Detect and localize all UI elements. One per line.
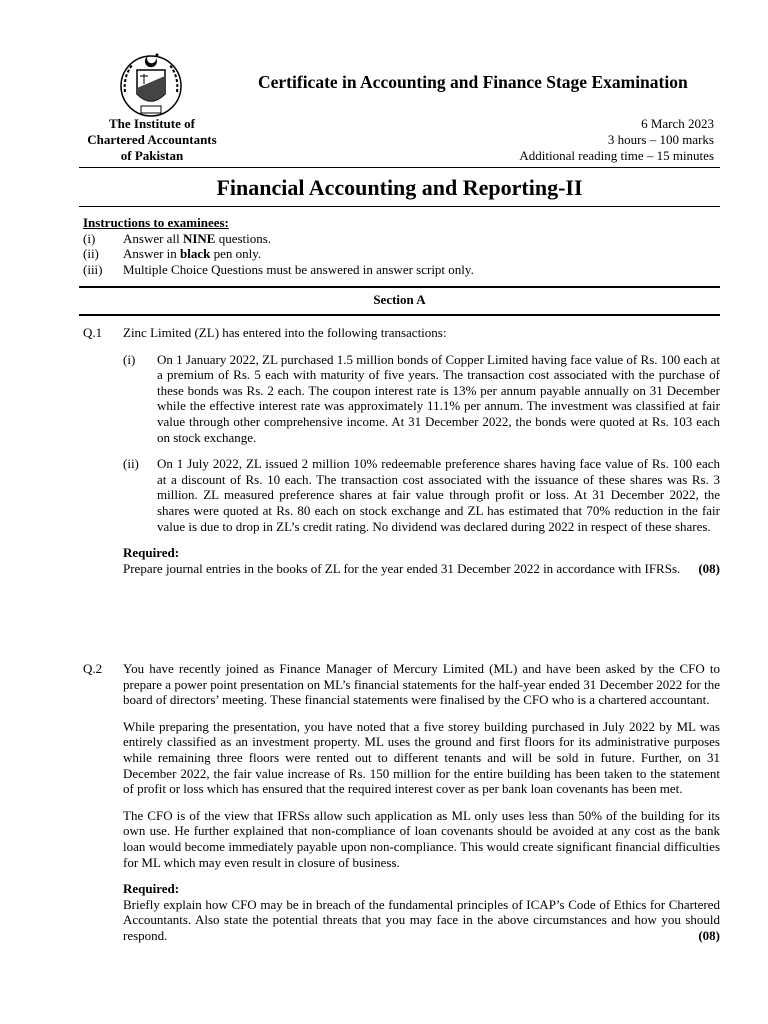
required-text: Prepare journal entries in the books of ZL for the year ended 31 December 2022 in accordance with IFRSs. bbox=[123, 560, 681, 576]
marks: (08) bbox=[698, 927, 720, 943]
instructions bbox=[83, 215, 720, 277]
divider bbox=[79, 314, 720, 316]
institute-line: of Pakistan bbox=[120, 148, 184, 163]
question-2 bbox=[83, 661, 720, 944]
question-part bbox=[123, 352, 720, 446]
instruction-text: Answer all bbox=[123, 230, 183, 246]
instruction-item bbox=[83, 262, 720, 278]
instruction-number: (i) bbox=[83, 230, 96, 246]
divider bbox=[79, 206, 720, 207]
instruction-text: pen only. bbox=[210, 246, 262, 261]
exam-date: 6 March 2023 bbox=[641, 116, 714, 131]
question-paragraph: While preparing the presentation, you have noted that a five storey building purchased in July 2022 by ML was entirely classified as an investment property. ML uses the ground and first floors for its administrative purposes while remaining three floors were rented out to different tenants and will be sold in future. Further, on 31 December 2022, the fair value increase of Rs. 150 million for the entire building has been taken to the statement of profit or loss which has ensured that the required interest cover as per bank loan covenants has been met. bbox=[123, 718, 720, 797]
divider bbox=[79, 167, 720, 168]
instruction-number: (iii) bbox=[83, 261, 103, 277]
divider bbox=[79, 286, 720, 288]
exam-duration: 3 hours – 100 marks bbox=[607, 132, 714, 147]
question-1 bbox=[83, 325, 720, 576]
question-number: Q.1 bbox=[83, 325, 103, 340]
instruction-emphasis: black bbox=[180, 246, 211, 261]
exam-meta bbox=[519, 116, 714, 164]
question-paragraph: The CFO is of the view that IFRSs allow such application as ML only uses less than 50% of the building for its own use. He further explained that non-compliance of loan covenants should be avoided at any cost as the bank loan would become immediately payable upon non-compliance. This would create significant financial difficulties for ML which may even result in closure of business. bbox=[123, 807, 720, 870]
institute-line: Chartered Accountants bbox=[87, 132, 217, 147]
institute-name bbox=[64, 116, 240, 164]
instructions-heading: Instructions to examinees: bbox=[83, 215, 229, 230]
part-number: (i) bbox=[123, 351, 136, 367]
question-paragraph: You have recently joined as Finance Manager of Mercury Limited (ML) and have been asked by the CFO to prepare a power point presentation on ML’s financial statements for the half-year ended 31 December 2022 for the board of directors’ meeting. These financial statements were finalised by the CFO who is a chartered accountant. bbox=[123, 661, 720, 708]
part-number: (ii) bbox=[123, 456, 139, 472]
required-heading: Required: bbox=[123, 881, 180, 897]
instruction-text: questions. bbox=[215, 230, 272, 246]
paper-title: Financial Accounting and Reporting-II bbox=[216, 175, 583, 200]
part-text: On 1 July 2022, ZL issued 2 million 10% redeemable preference shares having face value of Rs. 100 each at a discount of Rs. 10 each. The transaction cost associated with the issuance of these shares was Rs. 3 million. ZL measured preference shares at fair value through profit or loss. At 31 December 2022, the shares were quoted at Rs. 80 each on stock exchange and ZL has estimated that 70% reduction in the fair value is due to drop in ZL’s credit rating. No dividend was declared during 2022 in respect of these shares. bbox=[157, 456, 720, 534]
section-heading: Section A bbox=[373, 292, 426, 307]
required-heading: Required: bbox=[123, 545, 180, 561]
icap-crest-icon bbox=[115, 48, 187, 120]
question-number: Q.2 bbox=[83, 661, 103, 676]
reading-time: Additional reading time – 15 minutes bbox=[519, 148, 714, 163]
part-text: On 1 January 2022, ZL purchased 1.5 million bonds of Copper Limited having face value of Rs. 100 each at a premium of Rs. 5 each with maturity of five years. The transaction cost associated with the purchase of these bonds was Rs. 2 each. The coupon interest rate is 13% per annum payable annually on 31 December while the effective interest rate was approximately 11.1% per annum. The investment was classified at fair value through other comprehensive income. At 31 December 2022, the bonds were quoted at Rs. 103 each on stock exchange. bbox=[157, 351, 720, 445]
required-text: Briefly explain how CFO may be in breach of the fundamental principles of ICAP’s Code of Ethics for Chartered Accountants. Also state the potential threats that you may face in the above circumstances and how you should respond. bbox=[123, 896, 720, 943]
institute-line: The Institute of bbox=[109, 116, 195, 131]
instruction-text: Answer in bbox=[123, 246, 181, 261]
instruction-number: (ii) bbox=[83, 246, 99, 261]
instruction-item bbox=[83, 246, 720, 262]
marks: (08) bbox=[698, 560, 720, 576]
instruction-item bbox=[83, 231, 720, 247]
question-intro: Zinc Limited (ZL) has entered into the following transactions: bbox=[123, 325, 447, 340]
exam-title: Certificate in Accounting and Finance Stage Examination bbox=[258, 72, 688, 92]
instruction-emphasis: NINE bbox=[182, 230, 216, 246]
question-part bbox=[123, 456, 720, 534]
instruction-text: Multiple Choice Questions must be answered in answer script only. bbox=[123, 261, 474, 277]
